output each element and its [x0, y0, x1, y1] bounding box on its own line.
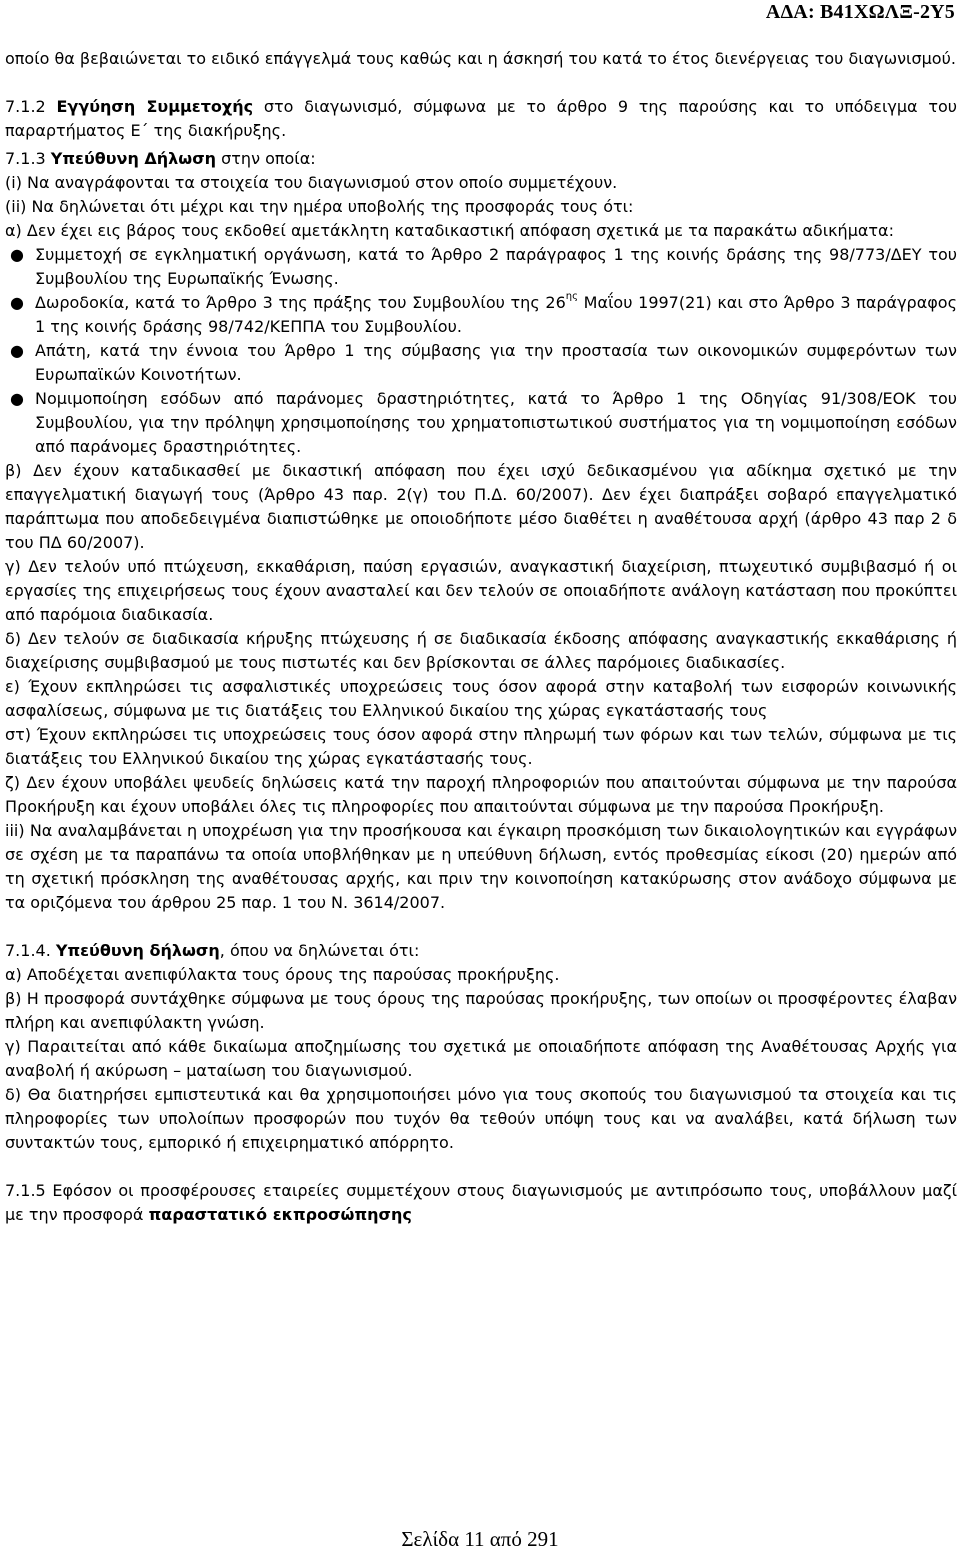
bullet-icon: ● — [10, 293, 24, 312]
page-number: Σελίδα 11 από 291 — [401, 1527, 559, 1551]
section-bold-text: παραστατικό εκπροσώπησης — [148, 1205, 412, 1224]
section-number: 7.1.4. — [5, 941, 56, 960]
paragraph-intro: οποίο θα βεβαιώνεται το ειδικό επάγγελμά τους καθώς και η άσκησή του κατά το έτος διενέργειας του διαγωνισμού. — [5, 49, 956, 68]
section-7-1-3 — [5, 147, 957, 171]
section-title: Εγγύηση Συμμετοχής — [56, 97, 254, 116]
item-b: β) Η προσφορά συντάχθηκε σύμφωνα με τους όρους της παρούσας προκήρυξης, των οποίων οι προσφέροντες έλαβαν πλήρη και ανεπιφύλακτη γνώση. — [5, 989, 957, 1032]
section-7-1-5 — [5, 1179, 957, 1227]
list-item-text: Δωροδοκία, κατά το Άρθρο 3 της πράξης του Συμβουλίου της 26 — [35, 293, 566, 312]
section-title: Υπεύθυνη Δήλωση — [50, 149, 217, 168]
item-z: ζ) Δεν έχουν υποβάλει ψευδείς δηλώσεις κατά την παροχή πληροφοριών που απαιτούνται σύμφωνα με την παρούσα Προκήρυξη και έχουν υποβάλει όλες τις πληροφορίες που απαιτούνται σύμφωνα με την παρούσα Προκήρυξη. — [5, 773, 957, 816]
item-c: γ) Δεν τελούν υπό πτώχευση, εκκαθάριση, παύση εργασιών, αναγκαστική διαχείριση, πτωχευτικό συμβιβασμό ή οι εργασίες της επιχειρήσεως τους έχουν ανασταλεί και δεν τελούν σε οποιαδήποτε ανάλογη κατάσταση που προκύπτει από παρόμοια διαδικασία. — [5, 557, 957, 624]
list-item-text: Συμμετοχή σε εγκληματική οργάνωση, κατά το Άρθρο 2 παράγραφος 1 της κοινής δράσης της 98/773/ΔΕΥ του Συμβουλίου της Ευρωπαϊκής Ένωσης. — [35, 245, 957, 288]
list-item — [5, 291, 957, 339]
item-a: α) Δεν έχει εις βάρος τους εκδοθεί αμετάκλητη καταδικαστική απόφαση σχετικά με τα παρακάτω αδικήματα: — [5, 221, 894, 240]
section-title: Υπεύθυνη δήλωση — [55, 941, 220, 960]
item-c: γ) Παραιτείται από κάθε δικαίωμα αποζημίωσης του σχετικά με οποιαδήποτε απόφαση της Αναθέτουσας Αρχής για αναβολή ή ακύρωση – ματαίωση του διαγωνισμού. — [5, 1037, 957, 1080]
item-st: στ) Έχουν εκπληρώσει τις υποχρεώσεις τους όσον αφορά στην πληρωμή των φόρων και των τελών, σύμφωνα με τις διατάξεις του Ελληνικού δικαίου της χώρας εγκατάστασής τους. — [5, 725, 957, 768]
bullet-icon: ● — [10, 389, 24, 408]
superscript: ης — [565, 291, 578, 302]
list-item-text: Απάτη, κατά την έννοια του Άρθρο 1 της σύμβασης για την προστασία των οικονομικών συμφερόντων των Ευρωπαϊκών Κοινοτήτων. — [35, 341, 957, 384]
section-7-1-4 — [5, 939, 957, 963]
item-a: α) Αποδέχεται ανεπιφύλακτα τους όρους της παρούσας προκήρυξης. — [5, 965, 560, 984]
ada-header: ΑΔΑ: Β41ΧΩΛΞ-2Υ5 — [765, 1, 955, 23]
list-item — [5, 339, 957, 387]
offense-list — [5, 243, 957, 459]
bullet-icon: ● — [10, 341, 24, 360]
list-item — [5, 243, 957, 291]
list-item-text: Μαΐου 1997(21) και στο Άρθρο 3 παράγραφος 1 της κοινής δράσης 98/742/ΚΕΠΠΑ του Συμβουλίου. — [35, 293, 957, 336]
section-number: 7.1.2 — [5, 97, 57, 116]
section-number: 7.1.3 — [5, 149, 51, 168]
item-ii: (ii) Να δηλώνεται ότι μέχρι και την ημέρα υποβολής της προσφοράς τους ότι: — [5, 197, 634, 216]
section-text: στο διαγωνισμό, σύμφωνα με το άρθρο 9 της παρούσης και το υπόδειγμα του παραρτήματος Ε΄ της διακήρυξης. — [5, 97, 958, 140]
item-i: (i) Να αναγράφονται τα στοιχεία του διαγωνισμού στον οποίο συμμετέχουν. — [5, 173, 618, 192]
document-body — [5, 47, 957, 1227]
section-text: , όπου να δηλώνεται ότι: — [219, 941, 420, 960]
list-item — [5, 387, 957, 459]
section-text: 7.1.5 Εφόσον οι προσφέρουσες εταιρείες συμμετέχουν στους διαγωνισμούς με αντιπρόσωπο τους, υποβάλλουν μαζί με την προσφορά — [5, 1181, 957, 1224]
section-7-1-2 — [5, 95, 957, 143]
bullet-icon: ● — [10, 245, 24, 264]
item-iii: iii) Να αναλαμβάνεται η υποχρέωση για την προσήκουσα και έγκαιρη προσκόμιση των δικαιολογητικών και εγγράφων σε σχέση με τα παραπάνω τα οποία υποβλήθηκαν με η υπεύθυνη δήλωση, εντός προθεσμίας είκοσι (20) ημερών από τη σχετική πρόσκληση της αναθέτουσας αρχής, και πριν την κοινοποίηση κατακύρωσης στον ανάδοχο σύμφωνα με τα οριζόμενα του άρθρου 25 παρ. 1 του Ν. 3614/2007. — [5, 821, 957, 912]
item-e: ε) Έχουν εκπληρώσει τις ασφαλιστικές υποχρεώσεις τους όσον αφορά στην καταβολή των εισφορών κοινωνικής ασφαλίσεως, σύμφωνα με τις διατάξεις του Ελληνικού δικαίου της χώρας εγκατάστασής τους — [5, 677, 957, 720]
section-text: στην οποία: — [216, 149, 316, 168]
item-d: δ) Θα διατηρήσει εμπιστευτικά και θα χρησιμοποιήσει μόνο για τους σκοπούς του διαγωνισμού τα στοιχεία και τις πληροφορίες των υπολοίπων προσφορών που τυχόν θα τεθούν υπόψη τους και να αναλάβει, κατά δήλωση των συντακτών τους, εμπορικό ή επιχειρηματικό απόρρητο. — [5, 1085, 957, 1152]
item-b: β) Δεν έχουν καταδικασθεί με δικαστική απόφαση που έχει ισχύ δεδικασμένου για αδίκημα σχετικό με την επαγγελματική διαγωγή τους (Άρθρο 43 παρ. 2(γ) του Π.Δ. 60/2007). Δεν έχει διαπράξει σοβαρό επαγγελματικό παράπτωμα που αποδεδειγμένα διαπιστώθηκε με οποιοδήποτε μέσο διαθέτει η αναθέτουσα αρχή (άρθρο 43 παρ 2 δ του ΠΔ 60/2007). — [5, 461, 957, 552]
item-d: δ) Δεν τελούν σε διαδικασία κήρυξης πτώχευσης ή σε διαδικασία έκδοσης απόφασης αναγκαστικής εκκαθάρισης ή διαχείρισης συμβιβασμού με τους πιστωτές και δεν βρίσκονται σε άλλες παρόμοιες διαδικασίες. — [5, 629, 957, 672]
list-item-text: Νομιμοποίηση εσόδων από παράνομες δραστηριότητες, κατά το Άρθρο 1 της Οδηγίας 91/308/ΕΟΚ του Συμβουλίου, για την πρόληψη χρησιμοποίησης του χρηματοπιστωτικού συστήματος για τη νομιμοποίηση εσόδων από παράνομες δραστηριότητες. — [35, 389, 957, 456]
